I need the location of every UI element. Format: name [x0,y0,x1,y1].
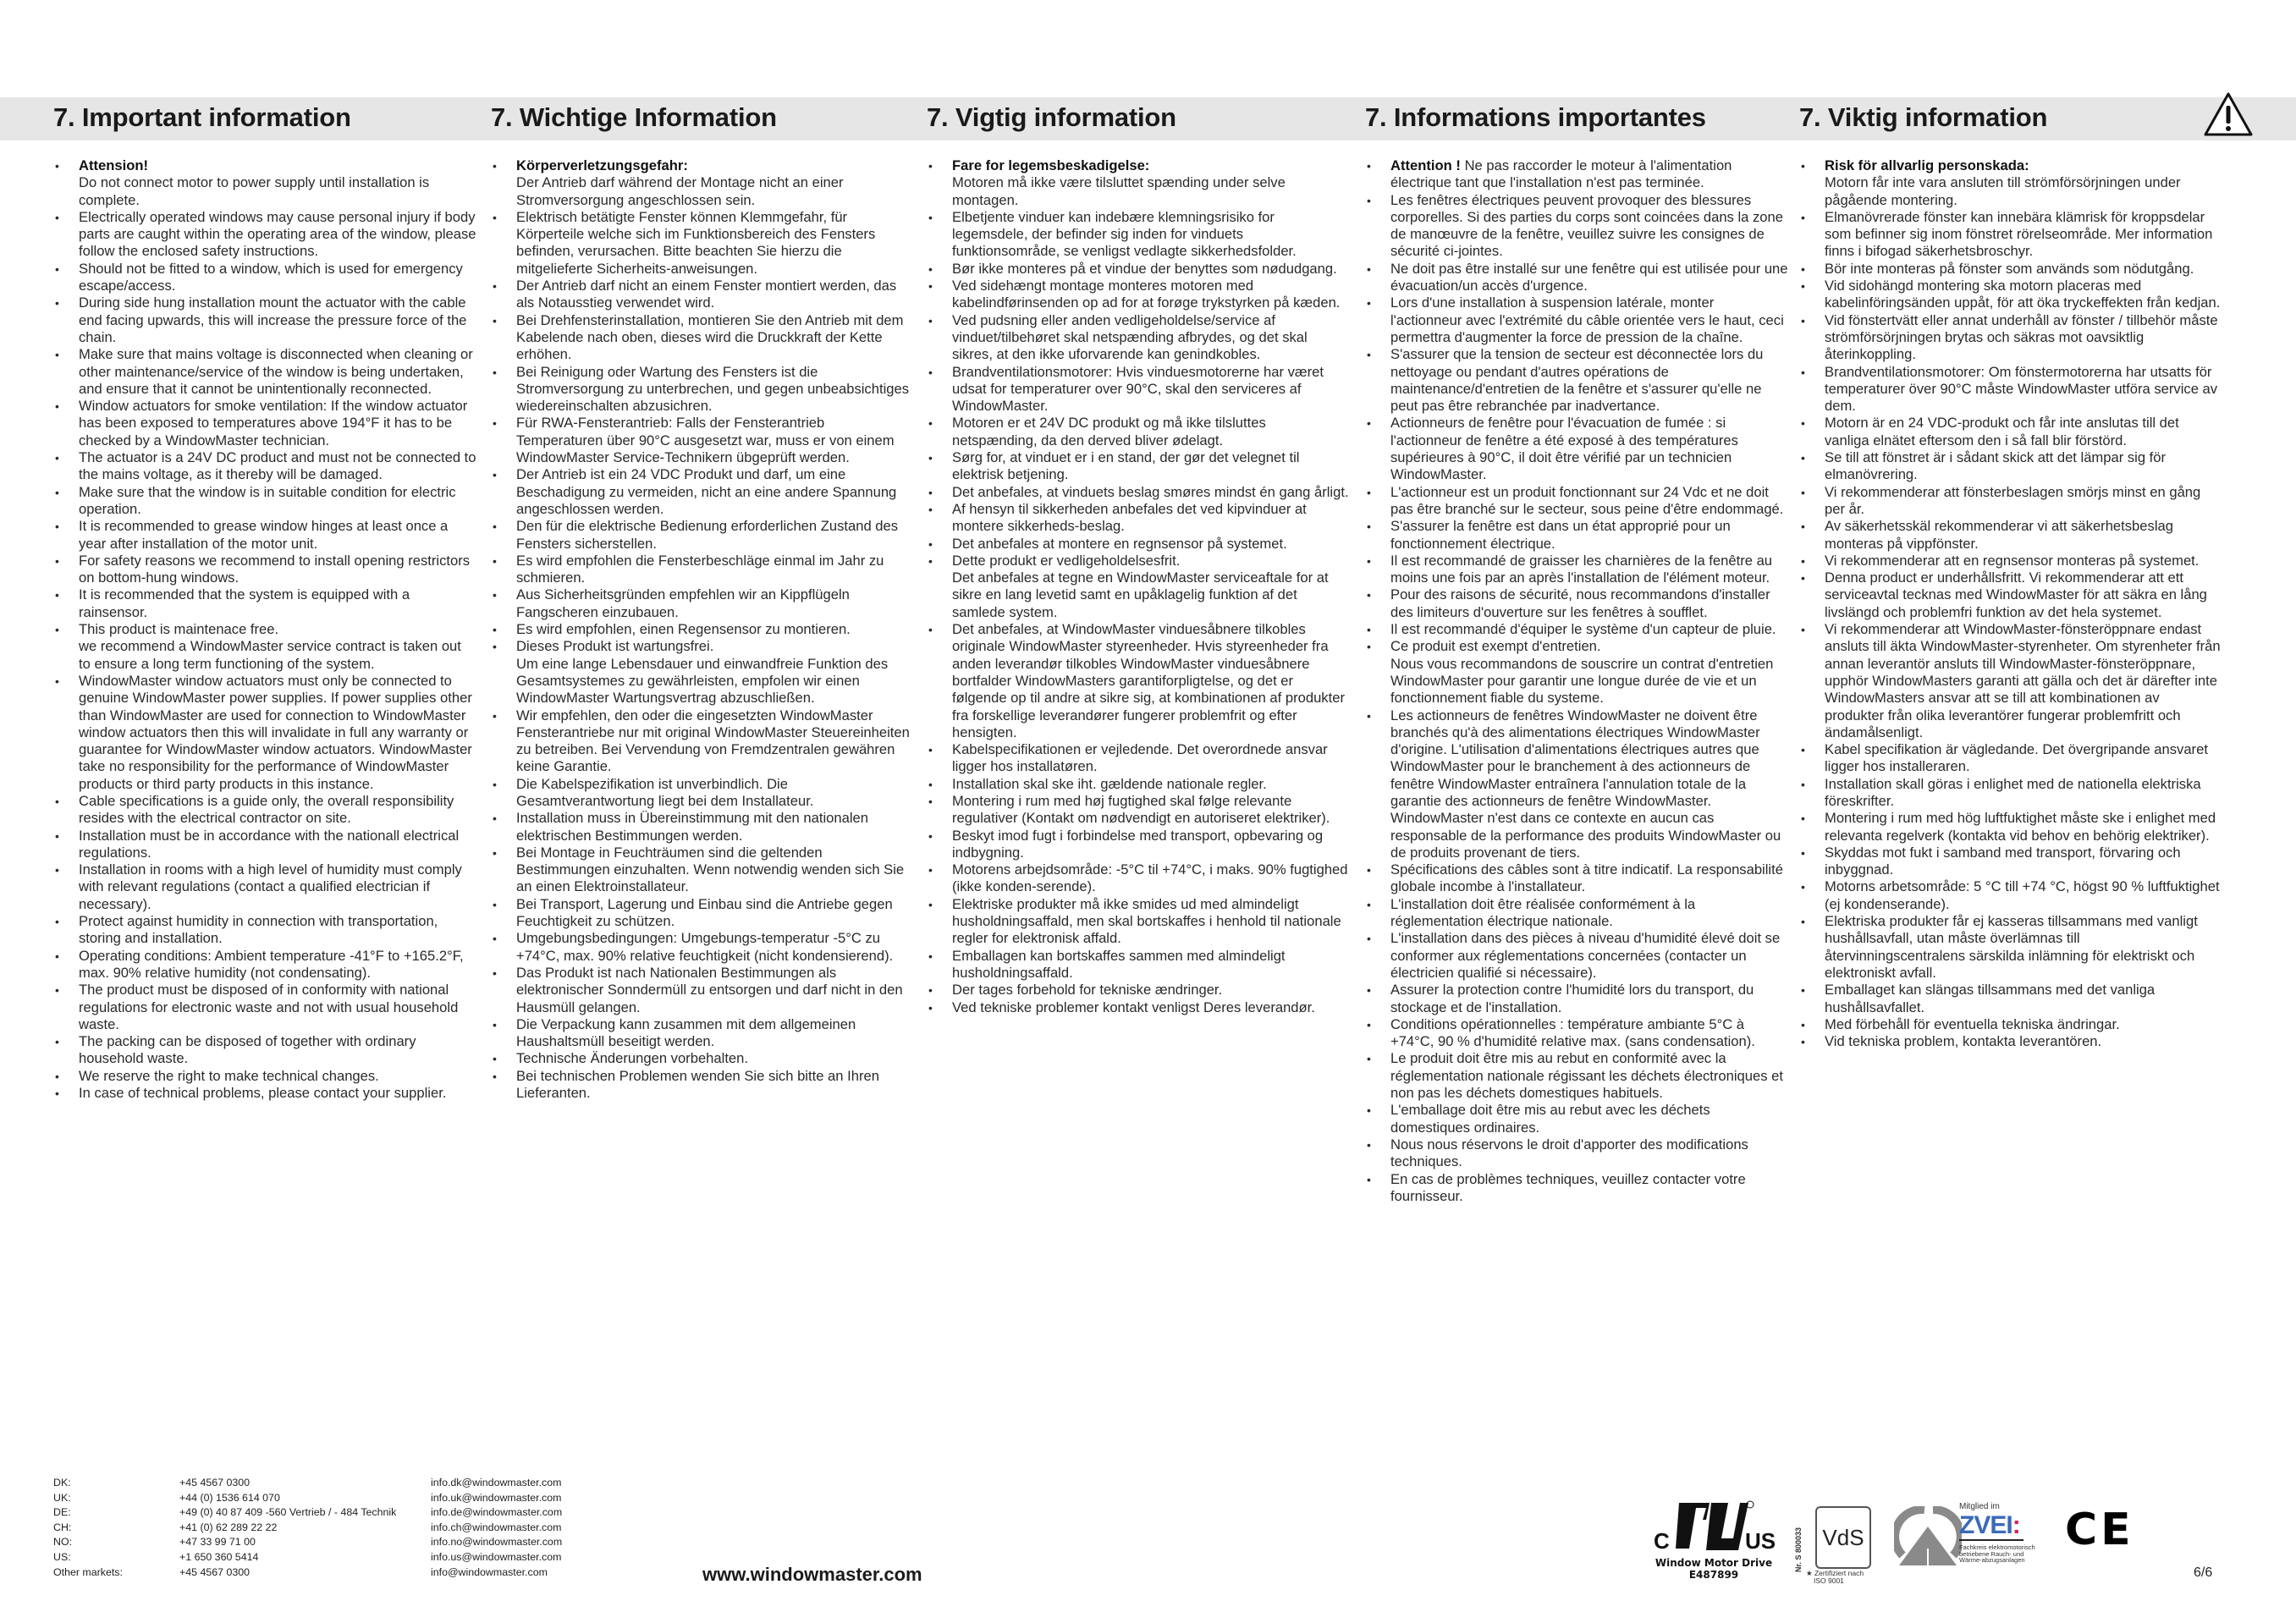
contact-row [53,1505,562,1521]
website-link[interactable]: www.windowmaster.com [702,1564,922,1585]
item-text: Skyddas mot fukt i samband med transport, förvaring och inbyggnad. [1825,844,2181,878]
contact-phone: +47 33 99 71 00 [179,1536,256,1549]
item-text: Wir empfehlen, den oder die eingesetzten WindowMaster Fensterantriebe nur mit original WindowMaster Steuereinheiten zu betreiben. Bei Vervendung von Fremdzentralen gewähren keine Garantie. [516,707,910,775]
item-text: Make sure that the window is in suitable condition for electric operation. [79,483,456,517]
ul-caption-line1: Window Motor Drive [1655,1557,1773,1569]
item-text: Le produit doit être mis au rebut en conformité avec la réglementation nationale régissant les déchets électroniques et non pas les déchets domestiques habituels. [1390,1050,1783,1102]
item-text: Se till att fönstret är i sådant skick att det lämpar sig för elmanövrering. [1825,449,2167,483]
item-text: Window actuators for smoke ventilation: If the window actuator has been exposed to temperatures above 194°F it has to be checked by a WindowMaster technician. [79,398,468,448]
vds-number: Nr. S 800033 [1794,1527,1803,1572]
list-item [1365,484,1788,519]
list-item [1799,484,2222,519]
list-item [1799,449,2222,484]
list-item [927,793,1350,828]
item-text: Med förbehåll för eventuella tekniska ändringar. [1825,1015,2120,1032]
item-text: We reserve the right to make technical changes. [79,1067,379,1084]
list-item [53,261,476,295]
list-item [491,586,914,621]
item-text: Motoren må ikke være tilsluttet spænding under selve montagen. [952,174,1286,208]
list-item [927,449,1350,484]
item-text: Vid fönstertvätt eller annat underhåll av fönster / tillbehör måste strömförsörjningen brytas och säkras mot oavsiktlig återinkoppling. [1825,311,2218,363]
item-text: Denna product er underhållsfritt. Vi rekommenderar att ett serviceavtal tecknas med WindowMaster för att säkra en lång livslängd och problemfri funktion av det hela systemet. [1825,569,2207,620]
list-item [1799,913,2222,982]
contact-email[interactable]: info.uk@windowmaster.com [431,1491,562,1504]
ul-mark-icon [1650,1498,1777,1557]
item-text: Vi rekommenderar att en regnsensor monteras på systemet. [1825,552,2200,569]
list-item [927,278,1350,312]
list-item [1365,638,1788,707]
section-title: 7. Viktig information [1799,102,2048,132]
item-text: Installation muss in Übereinstimmung mit den nationalen elektrischen Bestimmungen werden. [516,810,868,844]
item-text: Av säkerhetsskäl rekommenderar vi att säkerhetsbeslag monteras på vippfönster. [1825,518,2173,552]
list-item [53,484,476,519]
item-text: Bei Drehfensterinstallation, montieren Sie den Antrieb mit dem Kabelende nach oben, dieses wird die Druckkraft der Kette erhöhen. [516,311,904,363]
list-item [491,1050,914,1067]
item-text: Der Antrieb darf während der Montage nicht an einer Stromversorgung angeschlossen sein. [516,174,844,208]
list-item [53,209,476,261]
list-item [53,157,476,209]
list-item [1799,741,2222,776]
list-item [1799,1016,2222,1033]
list-item [927,948,1350,982]
list-item [927,157,1350,209]
contact-country: DK: [53,1477,71,1488]
item-text: S'assurer la fenêtre est dans un état approprié pour un fonctionnement électrique. [1390,518,1731,552]
item-text: The packing can be disposed of together with ordinary household waste. [79,1033,416,1067]
item-text: Bei Reinigung oder Wartung des Fensters ist die Stromversorgung zu unterbrechen, und gegen unbeabsichtiges wiedereinschalten abzusichren. [516,363,910,415]
list-item [491,638,914,707]
vds-cert-line2: ISO 9001 [1814,1576,1844,1585]
item-text: Af hensyn til sikkerheden anbefales det ved kipvinduer at montere sikkerheds-beslag. [952,500,1307,535]
list-item [1799,364,2222,415]
list-item [1365,294,1788,346]
item-text: En cas de problèmes techniques, veuillez contacter votre fournisseur. [1390,1170,1746,1204]
contact-phone: +1 650 360 5414 [179,1550,259,1563]
list-item [927,896,1350,948]
item-text: Det anbefales, at vinduets beslag smøres mindst én gang årligt. [952,483,1349,500]
list-item [1799,810,2222,845]
item-subtext: we recommend a WindowMaster service contract is taken out to ensure a long term functioning of the system. [79,638,461,672]
list-item [491,312,914,364]
contact-row [53,1521,562,1536]
zvei-member-label: Mitglied im [1959,1502,2000,1511]
item-text: Protect against humidity in connection with transportation, storing and installation. [79,913,438,947]
list-item [53,673,476,793]
list-item [53,346,476,398]
item-text: Elbetjente vinduer kan indebære klemningsrisiko for legemsdele, der befinder sig inden for vinduets funktionsområde, se venligst vedlagte sikkerhedsfolder. [952,208,1297,260]
item-text: Motoren er et 24V DC produkt og må ikke tilsluttes netspænding, da den derved bliver ødelagt. [952,415,1266,448]
item-text: Bei Transport, Lagerung und Einbau sind die Antriebe gegen Feuchtigkeit zu schützen. [516,895,893,930]
contact-country: US: [53,1550,71,1563]
list-item [491,621,914,638]
item-text: Emballaget kan slängas tillsammans med det vanliga hushållsavfallet. [1825,982,2156,1015]
contact-email[interactable]: info.ch@windowmaster.com [431,1521,562,1533]
list-item [927,415,1350,449]
list-item [491,466,914,518]
item-text: Conditions opérationnelles : température ambiante 5°C à +74°C, 90 % d'humidité relative max. (sans condensation). [1390,1015,1755,1050]
item-text: The actuator is a 24V DC product and must not be connected to the mains voltage, as it thereby will be damaged. [79,449,476,483]
item-text: Spécifications des câbles sont à titre indicatif. La responsabilité globale incombe à l'installateur. [1390,861,1783,895]
warning-lead: • Körperverletzungsgefahr: [516,157,688,173]
list-item [1799,1033,2222,1050]
item-text: Det anbefales, at WindowMaster vinduesåbnere tilkobles originale WindowMaster styreenheder. Hvis styreenheder fra anden leverandør tilkobles WindowMaster vinduesåbnere bortfalder WindowMasters garantiforpligtelse, og det er følgende op til andre at sikre sig, at kombinationen af produkter fra forskellige leverandører fungerer problemfrit og efter hensigten. [952,621,1345,740]
item-text: Elmanövrerade fönster kan innebära klämrisk för kroppsdelar som befinner sig inom fönstret rörelseområde. Mer information finns i bifogad säkerhetsbroschyr. [1825,208,2213,260]
list-item [491,965,914,1016]
list-item [927,553,1350,621]
item-text: Dieses Produkt ist wartungsfrei. [516,638,714,655]
list-item [1799,312,2222,364]
item-text: L'actionneur est un produit fonctionnant sur 24 Vdc et ne doit pas être branché sur le secteur, sous peine d'être endommagé. [1390,483,1784,517]
item-text: This product is maintenace free. [79,621,279,638]
contact-country: Other markets: [53,1565,123,1578]
ul-logo [1650,1498,1777,1587]
list-item [1365,1016,1788,1051]
contact-row [53,1491,562,1506]
contact-country: DE: [53,1506,71,1519]
item-text: Montering i rum med høj fugtighed skal følge relevante regulativer (Kontakt om nødvendigt en autoriseret elektriker). [952,792,1330,827]
list-item [1799,209,2222,261]
list-item [927,828,1350,862]
list-item [1365,586,1788,621]
list-item [1799,157,2222,209]
ul-left: C [1654,1528,1670,1554]
vds-certification: ★ Zertifiziert nach ISO 9001 [1806,1569,1864,1585]
item-text: Ved tekniske problemer kontakt venligst Deres leverandør. [952,999,1315,1015]
bullet-list [927,157,1350,1016]
contact-row [53,1535,562,1550]
contact-row [53,1550,562,1565]
contact-email[interactable]: info.us@windowmaster.com [431,1550,562,1563]
section-title: 7. Vigtig information [927,102,1176,132]
item-text: Brandventilationsmotorer: Hvis vinduesmotorerne har været udsat for temperaturer over 90°C, skal den serviceres af WindowMaster. [952,363,1324,415]
list-item [927,261,1350,278]
list-item [1365,192,1788,261]
list-item [53,861,476,913]
ul-caption [1650,1557,1777,1581]
item-subtext: Um eine lange Lebensdauer und einwandfreie Funktion des Gesamtsystemes zu gewährleisten, empfolen wir einen WindowMaster Wartungsvertrag abzuschließen. [516,655,889,707]
list-item [1799,261,2222,278]
list-item [1365,1102,1788,1136]
item-text: L'emballage doit être mis au rebut avec les déchets domestiques ordinaires. [1390,1102,1710,1136]
item-text: Ved pudsning eller anden vedligeholdelse/service af vinduet/tilbehøret skal netspænding afbrydes, og det skal sikres, at den ikke uforvarende kan genindkobles. [952,311,1308,363]
list-item [927,621,1350,741]
list-item [491,1016,914,1051]
contact-phone: +45 4567 0300 [179,1565,251,1578]
item-text: Il est recommandé d'équiper le système d'un capteur de pluie. [1390,621,1776,638]
contact-phone: +41 (0) 62 289 22 22 [179,1521,278,1533]
item-text: In case of technical problems, please contact your supplier. [79,1085,447,1102]
item-text: Sørg for, at vinduet er i en stand, der gør det velegnet til elektrisk betjening. [952,449,1300,483]
warning-triangle-icon [2203,91,2254,137]
item-text: Der Antrieb ist ein 24 VDC Produkt und darf, um eine Beschadigung zu vermeiden, nicht an eine andere Spannung angeschlossen werden. [516,466,897,517]
item-text: During side hung installation mount the actuator with the cable end facing upwards, this will increase the pressure force of the chain. [79,294,467,345]
list-item [1365,261,1788,295]
item-text: Ce produit est exempt d'entretien. [1390,638,1601,655]
bullet-list [491,157,914,1102]
list-item [53,793,476,828]
list-item [1799,776,2222,811]
item-text: Electrically operated windows may cause personal injury if body parts are caught within the operating area of the window, please follow the enclosed safety instructions. [79,208,476,260]
list-item [1799,621,2222,741]
list-item [1365,1050,1788,1102]
item-subtext: Det anbefales at tegne en WindowMaster serviceaftale for at sikre en lang levetid samt en upåklagelig funktion af det samlede system. [952,569,1329,620]
list-item [1365,707,1788,862]
item-text: Installation in rooms with a high level of humidity must comply with relevant regulations (contact a qualified electrician if necessary). [79,861,462,912]
zvei-wordmark: ZVEI: [1959,1512,2023,1541]
list-item [491,278,914,312]
item-text: Installation skal ske iht. gældende nationale regler. [952,775,1267,792]
item-text: Installation must be in accordance with the nationall electrical regulations. [79,827,460,861]
item-text: WindowMaster window actuators must only be connected to genuine WindowMaster power supplies. If power supplies other than WindowMaster are used for connection to WindowMaster window actuators then this will invalidate in full any warranty or guarantee for WindowMaster window actuators. WindowMaster take no responsibility for the performance of WindowMaster products or third party products in this instance. [79,672,472,792]
item-text: Operating conditions: Ambient temperature -41°F to +165.2°F, max. 90% relative humidity (not condensating). [79,947,464,981]
list-item [927,364,1350,415]
item-text: Das Produkt ist nach Nationalen Bestimmungen als elektronischer Sonndermüll zu entsorgen und darf nicht in den Hausmüll gelangen. [516,964,903,1015]
bullet-list [1365,157,1788,1205]
list-item [1799,878,2222,913]
list-item [53,948,476,982]
ul-caption-line2: E487899 [1688,1569,1739,1581]
item-text: Es wird empfohlen, einen Regensensor zu montieren. [516,621,851,638]
contact-email[interactable]: info@windowmaster.com [431,1565,548,1578]
item-text: Elektrisch betätigte Fenster können Klemmgefahr, für Körperteile welche sich im Funktionsbereich des Fensters befinden, verursachen. Bitte beachten Sie hierzu die mitgelieferte Sicherheits-anweisungen. [516,208,876,277]
vds-logo [1794,1502,1875,1587]
list-item [1799,982,2222,1016]
item-text: Umgebungsbedingungen: Umgebungs-temperatur -5°C zu +74°C, max. 90% relative feuchtigkeit (nicht kondensierend). [516,930,894,964]
warning-lead: • Fare for legemsbeskadigelse: [952,157,1150,173]
list-item [1365,621,1788,638]
list-item [53,1068,476,1085]
item-text: Bei technischen Problemen wenden Sie sich bitte an Ihren Lieferanten. [516,1067,879,1102]
item-text: Motorens arbejdsområde: -5°C til +74°C, i maks. 90% fugtighed (ikke konden-serende). [952,861,1348,895]
item-text: Den für die elektrische Bedienung erforderlichen Zustand des Fensters sicherstellen. [516,518,899,552]
section-title: 7. Important information [53,102,351,132]
list-item [927,776,1350,793]
contact-country: CH: [53,1521,72,1533]
list-item [1365,157,1788,192]
item-text: Actionneurs de fenêtre pour l'évacuation de fumée : si l'actionneur de fenêtre a été exposé à des températures supérieures à 90°C, il doit être vérifié par un technicien WindowMaster. [1390,415,1738,483]
page-number: 6/6 [2194,1565,2213,1580]
list-item [491,364,914,415]
item-text: Cable specifications is a guide only, the overall responsibility resides with the electrical contractor on site. [79,792,454,827]
contact-row [53,1476,562,1491]
list-item [491,810,914,845]
list-item [1799,553,2222,569]
item-text: Ne doit pas être installé sur une fenêtre qui est utilisée pour une évacuation/un accès d'urgence. [1390,260,1788,294]
warning-lead: • Attension! [79,157,149,173]
list-item [1365,415,1788,483]
list-item [491,707,914,776]
contact-country: NO: [53,1536,73,1549]
contact-list [53,1476,562,1580]
list-item [1365,930,1788,982]
item-text: Elektriska produkter får ej kasseras tillsammans med vanligt hushållsavfall, utan måste överlämnas till återvinningscentralens särskilda inlämning för elektriskt och elektroniskt avfall. [1825,913,2198,981]
list-item [927,536,1350,553]
item-text: Es wird empfohlen die Fensterbeschläge einmal im Jahr zu schmieren. [516,552,884,586]
item-text: Motorn är en 24 VDC-produkt och får inte anslutas till det vanliga elnätet eftersom den i så fall blir förstörd. [1825,415,2179,448]
item-text: L'installation doit être réalisée conformément à la réglementation électrique nationale. [1390,895,1696,930]
list-item [927,501,1350,536]
list-item [1365,346,1788,415]
item-text: The product must be disposed of in conformity with national regulations for electronic waste and not with usual household waste. [79,982,459,1032]
item-text: Elektriske produkter må ikke smides ud med almindeligt husholdningsaffald, men skal bortskaffes i henhold til nationale regler for elektronisk affald. [952,895,1341,947]
list-item [491,845,914,896]
item-text: Bei Montage in Feuchträumen sind die geltenden Bestimmungen einzuhalten. Wenn notwendig wenden sich Sie an einen Elektroinstallateur. [516,844,905,895]
contact-phone: +45 4567 0300 [179,1477,251,1488]
list-item [491,157,914,209]
list-item [53,1033,476,1068]
item-text: Nous nous réservons le droit d'apporter des modifications techniques. [1390,1136,1748,1170]
zvei-subtitle: Fachkreis elektromotorisch betriebene Rauch- und Wärme-abzugsanlagen [1959,1543,2035,1564]
list-item [927,209,1350,261]
list-item [491,776,914,811]
fachkreis-logo-icon [1894,1506,1962,1570]
vds-word: VdS [1815,1506,1871,1569]
zvei-logo [1959,1502,2044,1587]
list-item [927,999,1350,1016]
warning-lead: • Risk för allvarlig personskada: [1825,157,2029,173]
vds-cert-line1: Zertifiziert nach [1814,1569,1864,1577]
list-item [491,518,914,553]
item-text: For safety reasons we recommend to install opening restrictors on bottom-hung windows. [79,552,471,586]
item-text: L'installation dans des pièces à niveau d'humidité élevé doit se conformer aux réglementations concernées (contacter un électricien qualifié si nécessaire). [1390,930,1781,981]
list-item [491,415,914,466]
item-text: Pour des raisons de sécurité, nous recommandons d'installer des limiteurs d'ouverture sur les fenêtres à soufflet. [1390,586,1770,620]
ce-mark: CE [2065,1505,2134,1555]
item-text: Technische Änderungen vorbehalten. [516,1050,748,1067]
item-text: Dette produkt er vedligeholdelsesfrit. [952,552,1181,569]
item-text: Kabel specifikation är vägledande. Det övergripande ansvaret ligger hos installeraren. [1825,741,2208,775]
item-text: Installation skall göras i enlighet med de nationella elektriska föreskrifter. [1825,775,2201,809]
list-item [53,621,476,673]
item-text: Die Kabelspezifikation ist unverbindlich. Die Gesamtverantwortung liegt bei dem Installateur. [516,775,814,809]
list-item [1799,415,2222,449]
contact-phone: +44 (0) 1536 614 070 [179,1491,280,1504]
item-text: Brandventilationsmotorer: Om fönstermotorerna har utsatts för temperaturer över 90°C måste WindowMaster utföra service av dem. [1825,363,2218,415]
list-item [53,982,476,1033]
item-text: Der Antrieb darf nicht an einem Fenster montiert werden, das als Notausstieg verwendet wird. [516,278,897,311]
contact-row [53,1565,562,1581]
list-item [1799,518,2222,553]
item-text: Lors d'une installation à suspension latérale, monter l'actionneur avec l'extrémité du câble orientée vers le haut, ceci permettra d'augmenter la force de pression de la chaîne. [1390,294,1784,345]
item-subtext: Nous vous recommandons de souscrire un contrat d'entretien WindowMaster pour garantir une longue durée de vie et un fonctionnement fiable du systeme. [1390,655,1774,707]
item-text: Assurer la protection contre l'humidité lors du transport, du stockage et de l'installation. [1390,982,1754,1015]
list-item [53,294,476,346]
item-text: Die Verpackung kann zusammen mit dem allgemeinen Haushaltsmüll beseitigt werden. [516,1015,856,1050]
item-text: Motorns arbetsområde: 5 °C till +74 °C, högst 90 % luftfuktighet (ej kondenserande). [1825,878,2220,912]
list-item [53,518,476,553]
list-item [1365,861,1788,896]
item-text: Les fenêtres électriques peuvent provoquer des blessures corporelles. Si des parties du corps sont coincées dans la zone de manœuvre de la fenêtre, veuillez suivre les consignes de sécurité ci-jointes. [1390,191,1783,260]
item-text: Les actionneurs de fenêtres WindowMaster ne doivent être branchés qu'à des alimentations électriques WindowMaster d'origine. L'utilisation d'alimentations électriques autres que WindowMaster pour le branchement à des actionneurs de fenêtre WindowMaster entraînera l'annulation totale de la garantie des actionneurs de fenêtre WindowMaster. WindowMaster n'est dans ce contexte en aucun cas responsable de la performance des produits WindowMaster ou de produits provenant de tiers. [1390,707,1781,861]
item-text: S'assurer que la tension de secteur est déconnectée lors du nettoyage ou pendant d'autres opérations de maintenance/d'entretien de la fenêtre et s'assurer qu'elle ne peut pas être rebranchée par inadvertance. [1390,346,1764,415]
item-text: Kabelspecifikationen er vejledende. Det overordnede ansvar ligger hos installatøren. [952,741,1328,775]
item-text: Vi rekommenderar att WindowMaster-fönsteröppnare endast ansluts till äkta WindowMaster-styrenheter. Om styrenheter från annan leverantör ansluts till WindowMaster-fönsteröppnare, upphör WindowMasters garanti att gälla och det är därefter inte WindowMasters ansvar att se till att kombinationen av produkter från olika leverantörer fungerar problemfritt och ändamålsenligt. [1825,621,2221,740]
list-item [53,586,476,621]
list-item [927,312,1350,364]
list-item [491,553,914,587]
list-item [491,896,914,931]
item-text: It is recommended to grease window hinges at least once a year after installation of the motor unit. [79,518,449,552]
item-text: Emballagen kan bortskaffes sammen med almindeligt husholdningsaffald. [952,947,1286,981]
list-item [1365,518,1788,553]
section-title: 7. Wichtige Information [491,102,777,132]
item-text: Motorn får inte vara ansluten till strömförsörjningen under pågående montering. [1825,174,2181,208]
list-item [53,398,476,449]
list-item [1799,569,2222,621]
list-item [927,741,1350,776]
list-item [53,1085,476,1102]
item-text: Should not be fitted to a window, which is used for emergency escape/access. [79,260,463,294]
item-text: It is recommended that the system is equipped with a rainsensor. [79,586,410,620]
list-item [53,913,476,948]
item-text: Vid tekniska problem, kontakta leverantören. [1825,1033,2102,1050]
list-item [927,861,1350,896]
list-item [491,209,914,278]
list-item [53,449,476,484]
item-text: Ved sidehængt montage monteres motoren med kabelindførinsenden op ad for at forøge trykstyrken på kæden. [952,278,1341,311]
contact-email[interactable]: info.de@windowmaster.com [431,1506,563,1519]
contact-email[interactable]: info.no@windowmaster.com [431,1536,563,1549]
ul-right: US [1745,1528,1776,1554]
list-item [53,553,476,587]
list-item [1365,1136,1788,1171]
item-text: Make sure that mains voltage is disconnected when cleaning or other maintenance/service of the window is being undertaken, and ensure that it cannot be unintentionally reconnected. [79,346,473,397]
item-text: Bør ikke monteres på et vindue der benyttes som nødudgang. [952,260,1337,277]
item-text: Der tages forbehold for tekniske ændringer. [952,982,1223,999]
list-item [53,828,476,862]
list-item [1365,896,1788,931]
list-item [1365,553,1788,587]
warning-lead: Attention ! [1390,157,1461,173]
list-item [1365,1171,1788,1206]
item-text: Montering i rum med hög luftfuktighet måste ske i enlighet med relevanta regelverk (kontakta vid behov en behörig elektriker). [1825,810,2216,844]
item-text: Beskyt imod fugt i forbindelse med transport, opbevaring og indbygning. [952,827,1324,861]
item-text: Für RWA-Fensterantrieb: Falls der Fensterantrieb Temperaturen über 90°C ausgesetzt war, muss er von einem WindowMaster Service-Technikern übgeprüft werden. [516,415,895,466]
item-text: Aus Sicherheitsgründen empfehlen wir an Kippflügeln Fangscheren einzubauen. [516,586,850,620]
item-text: Il est recommandé de graisser les charnières de la fenêtre au moins une fois par an après l'installation de l'élément moteur. [1390,552,1773,586]
item-text: Vi rekommenderar att fönsterbeslagen smörjs minst en gång per år. [1825,483,2201,517]
item-text: Vid sidohängd montering ska motorn placeras med kabelinföringsänden uppåt, för att öka tryckeffekten från kedjan. [1825,278,2221,311]
list-item [491,1068,914,1103]
list-item [927,982,1350,999]
bullet-list [1799,157,2222,1050]
item-text: Do not connect motor to power supply until installation is complete. [79,174,430,208]
bullet-list [53,157,476,1102]
item-text: Ne pas raccorder le moteur à l'alimentation électrique tant que l'installation n'est pas terminée. [1390,157,1732,191]
item-text: Det anbefales at montere en regnsensor på systemet. [952,535,1287,552]
section-title: 7. Informations importantes [1365,102,1706,132]
list-item [1799,845,2222,879]
list-item [927,484,1350,501]
list-item [491,930,914,965]
contact-email[interactable]: info.dk@windowmaster.com [431,1477,562,1488]
contact-country: UK: [53,1491,71,1504]
list-item [1799,278,2222,312]
list-item [1365,982,1788,1016]
contact-phone: +49 (0) 40 87 409 -560 Vertrieb / - 484 Technik [179,1506,397,1519]
item-text: Bör inte monteras på fönster som används som nödutgång. [1825,260,2194,277]
zvei-word: ZVEI [1959,1511,2012,1539]
